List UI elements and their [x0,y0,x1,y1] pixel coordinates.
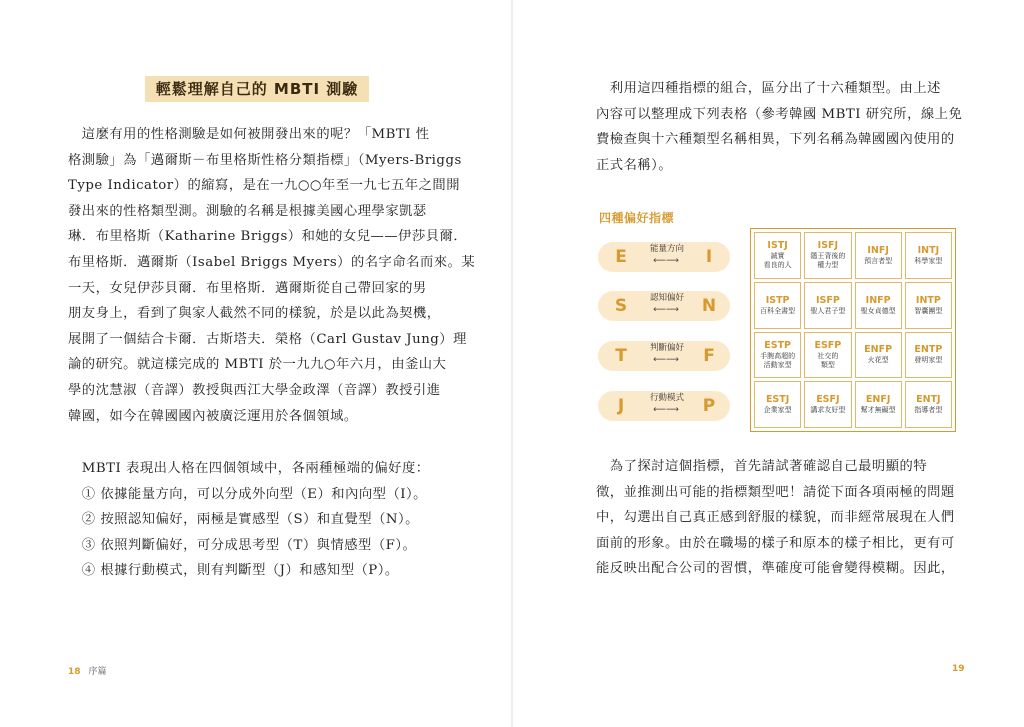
type-cell [804,282,851,329]
text-line: 韓國，如今在韓國國內被廣泛運用於各個領域。 [68,408,358,424]
type-cell [905,232,952,279]
double-arrow-icon: ⟵⟶ [653,355,679,365]
type-name: 聖女貞德型 [860,306,896,315]
double-arrow-icon: ⟵⟶ [653,305,679,315]
type-name: 幫才無礙型 [860,406,896,415]
text-line: 這麼有用的性格測驗是如何被開發出來的呢？「MBTI 性 [68,127,430,142]
figure-title: 四種偏好指標 [599,211,675,225]
type-name: 講求友好型 [810,406,846,415]
pill-label: 認知偏好 [649,293,684,303]
folio-right [952,664,965,674]
list-item: ① 依據能量方向，可以分成外向型（E）和內向型（I）。 [68,486,427,502]
text-line: 學的沈慧淑（音譯）教授與西江大學金政澤（音譯）教授引進 [68,382,441,398]
mbti-type-table [750,228,956,432]
text-line: 朋友身上，看到了與家人截然不同的樣貌，於是以此為契機， [68,306,441,322]
text-line: 一天，女兒伊莎貝爾．布里格斯．邁爾斯從自己帶回家的男 [68,280,427,296]
pill-letter-right: P [702,396,716,416]
text-line: 費檢查與十六種類型名稱相異，下列名稱為韓國國內使用的 [596,132,955,148]
type-cell [804,332,851,379]
type-name: 百科全書型 [760,306,796,315]
type-code: ESFJ [816,394,840,406]
page-number: 18 [68,667,81,677]
pill-label: 行動模式 [649,393,684,403]
type-cell [855,332,902,379]
intro-paragraph [596,76,962,178]
double-arrow-icon: ⟵⟶ [653,405,679,415]
type-name: 聖人君子型 [810,306,846,315]
type-code: ENTJ [916,394,941,406]
type-name: 科學家型 [914,256,943,265]
preference-pill-perception [598,291,730,321]
text-line: 琳．布里格斯（Katharine Briggs）和她的女兒——伊莎貝爾． [68,229,468,245]
body-paragraph [596,454,955,582]
type-code: ENFP [864,344,893,356]
type-name: 發明家型 [914,356,943,365]
type-name: 火花型 [867,356,889,365]
folio-left [68,664,107,677]
text-line: Type Indicator）的縮寫，是在一九○○年至一九七五年之間開 [68,178,460,194]
intro-paragraph [68,122,475,429]
pill-letter-left: S [614,296,628,316]
type-code: ISFJ [817,240,839,252]
type-cell [754,282,801,329]
type-name: 手腕高超的 活動家型 [760,351,796,369]
text-line: 面前的形象。由於在職場的樣子和原本的樣子相比，更有可 [596,535,955,551]
pill-label: 能量方向 [649,244,684,254]
text-line: 徵，並推測出可能的指標類型吧！請從下面各項兩極的問題 [596,484,955,500]
type-code: ENFJ [865,394,891,406]
type-name: 企業家型 [763,406,792,415]
pill-letter-left: T [615,346,627,366]
type-code: ESFP [814,339,842,351]
type-cell [754,332,801,379]
section-name: 序篇 [88,667,107,677]
type-code: ESTJ [765,394,790,406]
list-item: ④ 根據行動模式，則有判斷型（J）和感知型（P）。 [68,563,399,579]
text-line: 正式名稱）。 [596,157,673,173]
type-cell [754,232,801,279]
preference-list [68,456,430,584]
text-line: MBTI 表現出人格在四個領域中，各兩種極端的偏好度： [68,461,430,476]
type-cell [754,381,801,428]
type-code: INFJ [867,244,889,256]
type-cell [905,332,952,379]
text-line: 布里格斯．邁爾斯（Isabel Briggs Myers）的名字命名而來。某 [68,254,476,270]
type-code: ISTP [765,294,790,306]
type-cell [855,381,902,428]
preference-pill-lifestyle [598,391,730,421]
page-number: 19 [952,664,965,674]
type-code: ENTP [914,344,943,356]
type-code: INTJ [917,244,940,256]
type-code: INFP [865,294,891,306]
type-name: 誠實 看良的人 [763,252,792,270]
type-cell [855,282,902,329]
text-line: 內容可以整理成下列表格（參考韓國 MBTI 研究所，線上免 [596,106,963,122]
double-arrow-icon: ⟵⟶ [653,256,679,266]
text-line: 能反映出配合公司的習慣，準確度可能會變得模糊。因此， [596,561,955,577]
text-line: 格測驗」為「邁爾斯－布里格斯性格分類指標」（Myers-Briggs [68,152,462,168]
list-item: ③ 依照判斷偏好，可分成思考型（T）與情感型（F）。 [68,537,417,553]
type-code: ESTP [764,339,792,351]
preference-pill-energy [598,242,730,272]
text-line: 為了探討這個指標，首先請試著確認自己最明顯的特 [596,459,928,474]
text-line: 利用這四種指標的組合，區分出了十六種類型。由上述 [596,81,941,96]
type-code: INTP [915,294,941,306]
type-name: 預言者型 [864,256,893,265]
list-item: ② 按照認知偏好，兩極是實感型（S）和直覺型（N）。 [68,512,419,528]
text-line: 論的研究。就這樣完成的 MBTI 於一九九○年六月，由釜山大 [68,357,447,373]
pill-letter-right: F [703,346,715,366]
text-line: 發出來的性格類型測。測驗的名稱是根據美國心理學家凱瑟 [68,203,427,219]
type-cell [855,232,902,279]
pill-letter-left: E [615,247,627,267]
section-title: 輕鬆理解自己的 MBTI 測驗 [145,76,369,102]
type-name: 社交的 類型 [817,351,839,369]
type-code: ISFP [815,294,840,306]
pill-letter-right: N [701,296,717,316]
preference-pill-judgement [598,341,730,371]
type-name: 隱王背後的 權力型 [810,252,846,270]
pill-letter-right: I [705,247,713,267]
type-cell [804,381,851,428]
pill-label: 判斷偏好 [649,343,684,353]
type-name: 指導者型 [914,406,943,415]
pill-letter-left: J [617,396,625,416]
type-cell [905,381,952,428]
type-cell [804,232,851,279]
text-line: 中，勾選出自己真正感到舒服的樣貌，而非經常展現在人們 [596,510,955,526]
type-cell [905,282,952,329]
text-line: 展開了一個結合卡爾．古斯塔夫．榮格（Carl Gustav Jung）理 [68,331,467,347]
type-name: 智囊團型 [914,306,943,315]
type-code: ISTJ [767,240,788,252]
